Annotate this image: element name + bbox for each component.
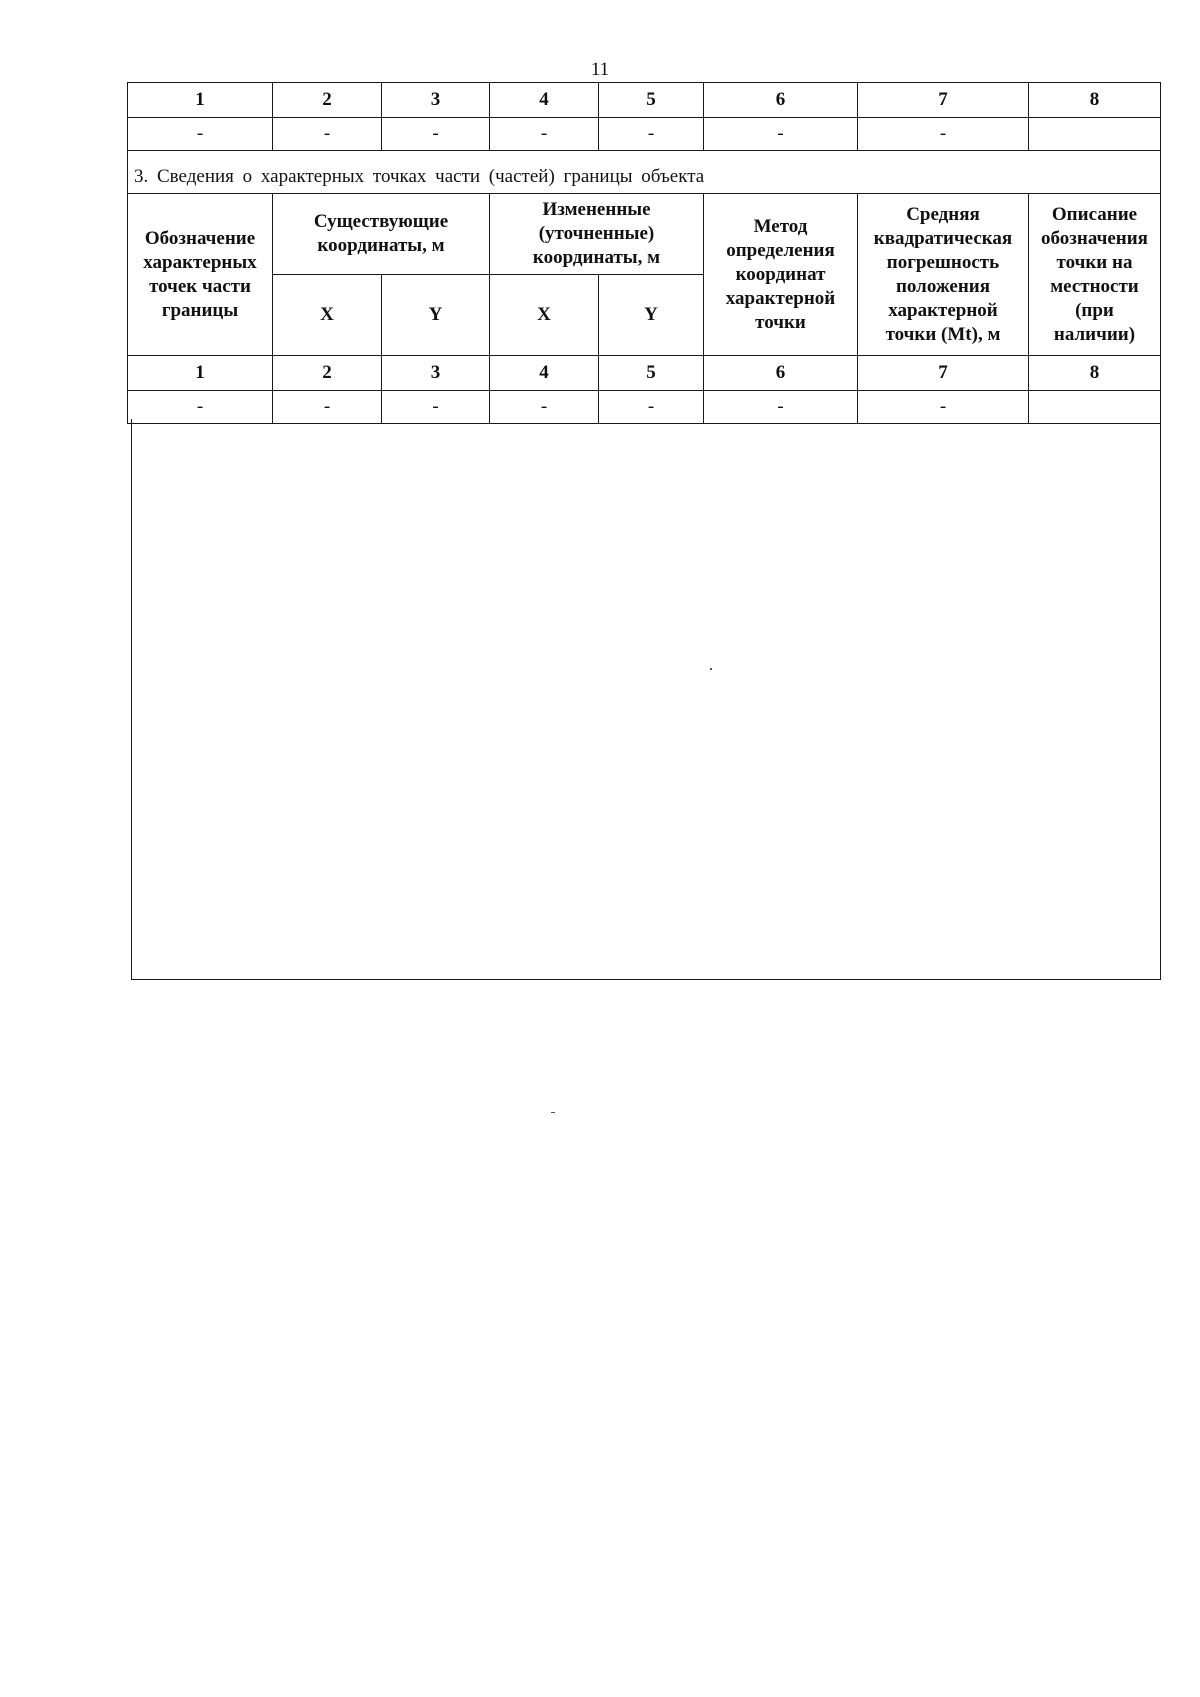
empty-data-row [128, 118, 1161, 151]
data-cell [1029, 118, 1161, 151]
data-cell: - [704, 118, 858, 151]
column-number-cell: 2 [273, 356, 382, 391]
scan-speck [710, 668, 712, 670]
column-number-row [128, 356, 1161, 391]
data-cell: - [490, 118, 599, 151]
column-number-cell: 8 [1029, 356, 1161, 391]
header-changed-y: Y [599, 275, 704, 356]
header-point-description: Описание обозначения точки на местности (при наличии) [1029, 194, 1161, 356]
data-cell: - [858, 391, 1029, 424]
page-number: 11 [590, 59, 610, 80]
data-cell: - [858, 118, 1029, 151]
column-number-cell: 3 [382, 356, 490, 391]
scan-speck [551, 1112, 555, 1113]
section-title: 3. Сведения о характерных точках части (частей) границы объекта [128, 151, 1161, 194]
data-cell: - [599, 118, 704, 151]
column-number-cell: 4 [490, 83, 599, 118]
column-number-cell: 7 [858, 356, 1029, 391]
data-cell: - [273, 118, 382, 151]
column-number-cell: 7 [858, 83, 1029, 118]
section-title-row [128, 151, 1161, 194]
column-number-cell: 5 [599, 356, 704, 391]
data-cell: - [382, 118, 490, 151]
data-cell: - [704, 391, 858, 424]
data-cell: - [599, 391, 704, 424]
header-point-designation: Обозначение характерных точек части границы [128, 194, 273, 356]
data-cell: - [128, 118, 273, 151]
column-number-cell: 8 [1029, 83, 1161, 118]
boundary-points-table [127, 82, 1161, 424]
column-number-cell: 3 [382, 83, 490, 118]
header-changed-x: X [490, 275, 599, 356]
header-row-top [128, 194, 1161, 275]
data-cell: - [273, 391, 382, 424]
column-number-cell: 6 [704, 356, 858, 391]
column-number-cell: 1 [128, 356, 273, 391]
header-changed-coordinates: Измененные (уточненные) координаты, м [490, 194, 704, 275]
data-cell: - [128, 391, 273, 424]
header-existing-coordinates: Существующие координаты, м [273, 194, 490, 275]
header-existing-x: X [273, 275, 382, 356]
header-existing-y: Y [382, 275, 490, 356]
column-number-cell: 5 [599, 83, 704, 118]
header-method: Метод определения координат характерной точки [704, 194, 858, 356]
data-cell: - [490, 391, 599, 424]
column-number-row [128, 83, 1161, 118]
column-number-cell: 1 [128, 83, 273, 118]
blank-scheme-frame [131, 419, 1161, 980]
column-number-cell: 2 [273, 83, 382, 118]
data-cell: - [382, 391, 490, 424]
column-number-cell: 6 [704, 83, 858, 118]
column-number-cell: 4 [490, 356, 599, 391]
header-mean-square-error: Средняя квадратическая погрешность положения характерной точки (Mt), м [858, 194, 1029, 356]
